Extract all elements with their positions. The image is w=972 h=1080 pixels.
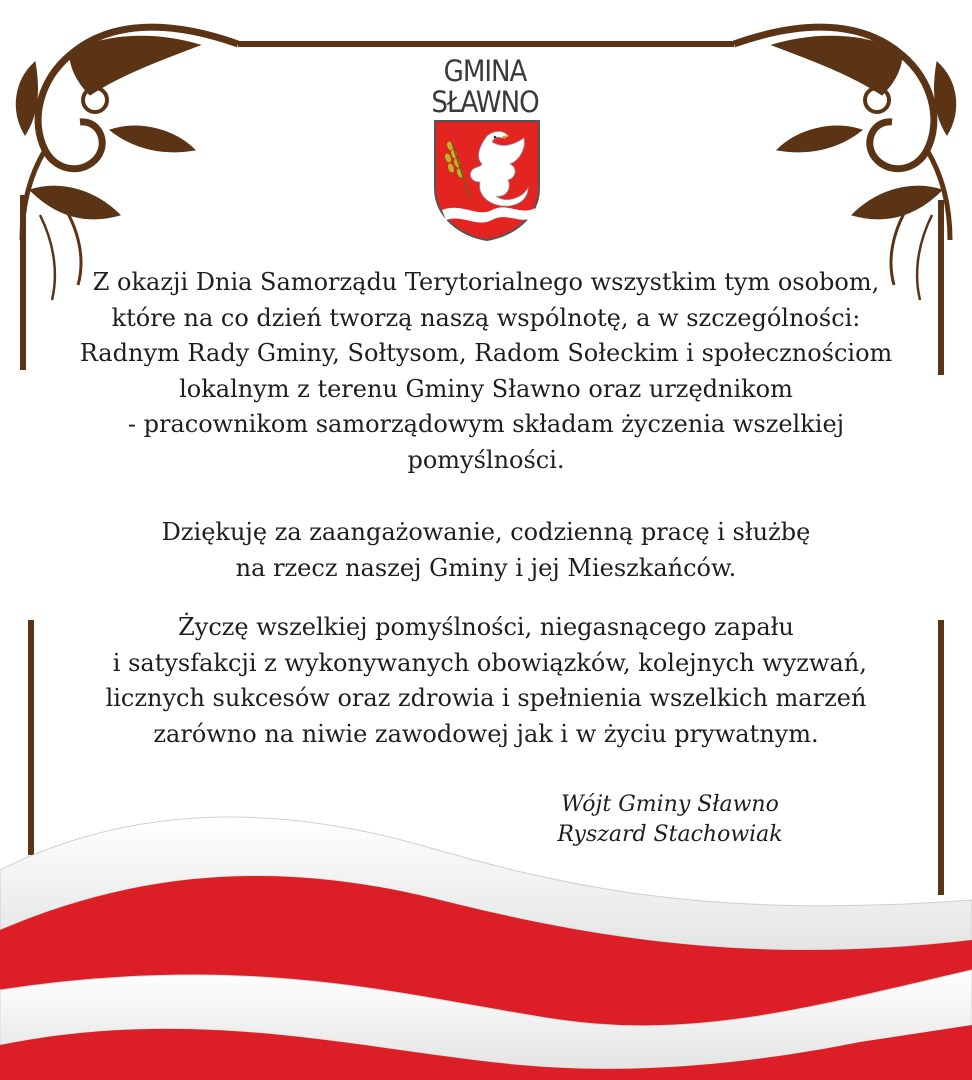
flourish-top-right	[734, 27, 956, 300]
frame-right-bar-top	[938, 200, 944, 375]
frame-top-bar	[238, 41, 734, 47]
text-line: Dziękuję za zaangażowanie, codzienną pracę i służbę	[161, 518, 811, 546]
text-line: Życzę wszelkiej pomyślności, niegasnącego zapału	[178, 613, 794, 641]
text-line: Z okazji Dnia Samorządu Terytorialnego wszystkim tym osobom,	[92, 268, 880, 296]
text-line: zarówno na niwie zawodowej jak i w życiu prywatnym.	[153, 719, 819, 748]
signature-title: Wójt Gminy Sławno	[561, 792, 779, 817]
municipality-logo-text	[410, 56, 560, 118]
text-line: na rzecz naszej Gminy i jej Mieszkańców.	[235, 553, 737, 582]
wishes-paragraph-3	[40, 610, 932, 752]
polish-flag-ribbon	[0, 790, 972, 1080]
text-line: pomyślności.	[407, 445, 565, 474]
signature-name: Ryszard Stachowiak	[557, 822, 783, 847]
flourish-top-left	[16, 27, 238, 300]
griffin-coat-of-arms-icon	[432, 118, 542, 243]
text-line: Radnym Rady Gminy, Sołtysom, Radom Sołeckim i społecznościom	[79, 339, 893, 367]
logo-line-2: SŁAWNO	[431, 85, 539, 119]
text-line: które na co dzień tworzą naszą wspólnotę, a w szczególności:	[111, 303, 861, 332]
text-line: lokalnym z terenu Gminy Sławno oraz urzędnikom	[179, 374, 793, 403]
text-line: licznych sukcesów oraz zdrowia i spełnienia wszelkich marzeń	[105, 684, 867, 712]
text-line: - pracownikom samorządowym składam życzenia wszelkiej	[127, 410, 845, 438]
text-line: i satysfakcji z wykonywanych obowiązków, kolejnych wyzwań,	[105, 648, 867, 677]
wishes-paragraph-2	[40, 515, 932, 586]
signature-block	[520, 790, 820, 850]
logo-line-1: GMINA	[443, 54, 527, 88]
wishes-paragraph-1	[40, 265, 932, 478]
